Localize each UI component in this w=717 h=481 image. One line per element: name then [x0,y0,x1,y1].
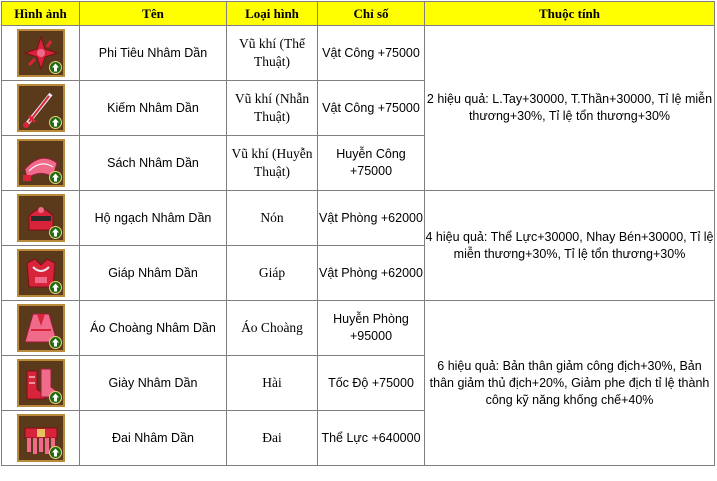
header-type: Loại hình [227,2,318,26]
header-attributes: Thuộc tính [425,2,715,26]
item-type: Vũ khí (Thể Thuật) [227,26,318,81]
upgrade-arrow-icon [49,446,62,459]
item-type: Đai [227,411,318,466]
boots-icon [17,359,65,407]
item-type: Nón [227,191,318,246]
equipment-table [1,1,715,466]
upgrade-arrow-icon [49,61,62,74]
item-stat: Tốc Độ +75000 [318,356,425,411]
belt-icon [17,414,65,462]
upgrade-arrow-icon [49,226,62,239]
item-type: Vũ khí (Nhẫn Thuật) [227,81,318,136]
item-image-cell [2,411,80,466]
upgrade-arrow-icon [49,171,62,184]
shuriken-icon [17,29,65,77]
cloak-icon [17,304,65,352]
item-name: Hộ ngạch Nhâm Dần [80,191,227,246]
table-row [2,301,715,356]
item-stat: Vật Công +75000 [318,81,425,136]
item-name: Áo Choàng Nhâm Dần [80,301,227,356]
item-stat: Vật Phòng +62000 [318,246,425,301]
header-row [2,2,715,26]
item-name: Phi Tiêu Nhâm Dần [80,26,227,81]
item-type: Giáp [227,246,318,301]
item-image-cell [2,191,80,246]
item-type: Vũ khí (Huyễn Thuật) [227,136,318,191]
item-name: Kiếm Nhâm Dần [80,81,227,136]
table-row [2,26,715,81]
item-image-cell [2,356,80,411]
item-stat: Huyễn Công +75000 [318,136,425,191]
item-stat: Vật Phòng +62000 [318,191,425,246]
item-image-cell [2,246,80,301]
set-effect-4: 4 hiệu quả: Thể Lực+30000, Nhay Bén+30000, Tỉ lệ miễn thương+30%, Tỉ lệ tổn thương+30% [425,191,715,301]
item-image-cell [2,136,80,191]
item-image-cell [2,81,80,136]
item-image-cell [2,26,80,81]
item-name: Sách Nhâm Dần [80,136,227,191]
item-name: Đai Nhâm Dần [80,411,227,466]
item-name: Giáp Nhâm Dần [80,246,227,301]
item-name: Giày Nhâm Dần [80,356,227,411]
upgrade-arrow-icon [49,336,62,349]
item-image-cell [2,301,80,356]
upgrade-arrow-icon [49,391,62,404]
set-effect-6: 6 hiệu quả: Bản thân giảm công địch+30%, Bản thân giảm thủ địch+20%, Giảm phe địch tỉ lệ thành công kỹ năng khống chế+40% [425,301,715,466]
upgrade-arrow-icon [49,281,62,294]
upgrade-arrow-icon [49,116,62,129]
header-image: Hình ảnh [2,2,80,26]
item-type: Hài [227,356,318,411]
sword-icon [17,84,65,132]
header-stat: Chỉ số [318,2,425,26]
item-stat: Huyễn Phòng +95000 [318,301,425,356]
item-stat: Thể Lực +640000 [318,411,425,466]
headband-icon [17,194,65,242]
scroll-book-icon [17,139,65,187]
set-effect-2: 2 hiệu quả: L.Tay+30000, T.Thần+30000, Tỉ lệ miễn thương+30%, Tỉ lệ tổn thương+30% [425,26,715,191]
table-row [2,191,715,246]
item-stat: Vật Công +75000 [318,26,425,81]
header-name: Tên [80,2,227,26]
armor-icon [17,249,65,297]
item-type: Áo Choàng [227,301,318,356]
